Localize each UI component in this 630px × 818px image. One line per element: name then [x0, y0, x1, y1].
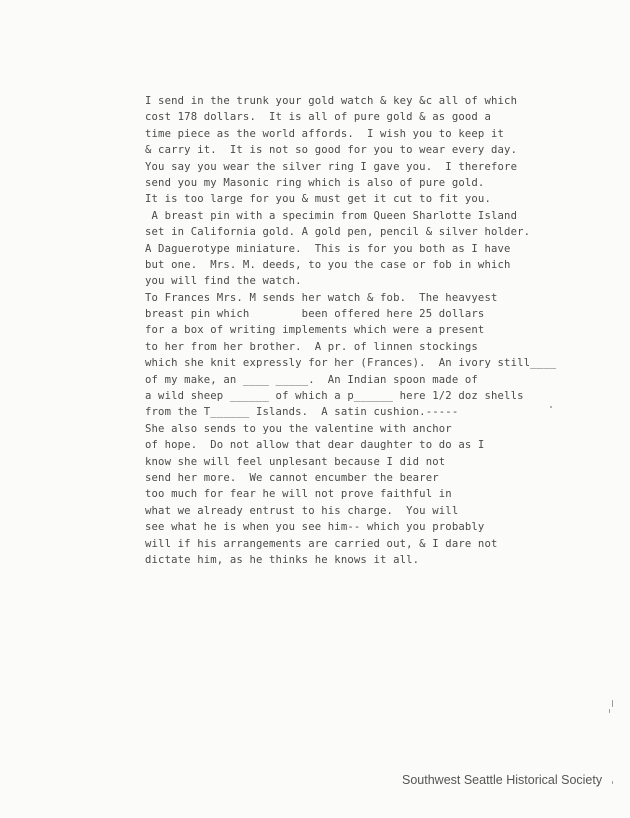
- letter-line: a wild sheep ______ of which a p______ here 1/2 doz shells: [145, 390, 524, 403]
- letter-line: for a box of writing implements which were a present: [145, 324, 485, 337]
- letter-line: You say you wear the silver ring I gave you. I therefore: [145, 160, 518, 173]
- letter-line: which she knit expressly for her (Frances). An ivory still____: [145, 357, 557, 370]
- letter-body: [145, 93, 585, 568]
- letter-line: will if his arrangements are carried out, & I dare not: [145, 537, 498, 550]
- paper-speck: [612, 700, 613, 707]
- paper-speck: [612, 781, 613, 784]
- letter-line: of hope. Do not allow that dear daughter to do as I: [145, 439, 485, 452]
- society-credit: Southwest Seattle Historical Society: [402, 773, 603, 787]
- letter-line: from the T______ Islands. A satin cushion.-----: [145, 406, 459, 419]
- letter-line: to her from her brother. A pr. of linnen stockings: [145, 340, 478, 353]
- paper-speck: [550, 406, 552, 408]
- letter-line: time piece as the world affords. I wish you to keep it: [145, 127, 505, 140]
- letter-line: you will find the watch.: [145, 275, 302, 288]
- letter-line: A breast pin with a specimin from Queen Sharlotte Island: [145, 209, 518, 222]
- letter-line: She also sends to you the valentine with anchor: [145, 422, 452, 435]
- letter-line: but one. Mrs. M. deeds, to you the case or fob in which: [145, 258, 511, 271]
- letter-line: see what he is when you see him-- which you probably: [145, 521, 485, 534]
- letter-line: breast pin which been offered here 25 dollars: [145, 308, 485, 321]
- letter-line: dictate him, as he thinks he knows it all.: [145, 553, 420, 566]
- letter-line: It is too large for you & must get it cut to fit you.: [145, 193, 491, 206]
- paper-speck: [609, 709, 610, 713]
- letter-line: send her more. We cannot encumber the bearer: [145, 471, 439, 484]
- letter-line: I send in the trunk your gold watch & key &c all of which: [145, 95, 518, 107]
- letter-line: cost 178 dollars. It is all of pure gold & as good a: [145, 111, 491, 124]
- letter-line: set in California gold. A gold pen, pencil & silver holder.: [145, 226, 531, 239]
- letter-line: of my make, an ____ _____. An Indian spoon made of: [145, 373, 478, 386]
- letter-line: know she will feel unplesant because I did not: [145, 455, 446, 468]
- letter-line: send you my Masonic ring which is also of pure gold.: [145, 176, 485, 189]
- letter-line: & carry it. It is not so good for you to wear every day.: [145, 144, 518, 157]
- letter-line: too much for fear he will not prove faithful in: [145, 488, 452, 501]
- letter-line: what we already entrust to his charge. You will: [145, 504, 459, 517]
- letter-line: A Daguerotype miniature. This is for you both as I have: [145, 242, 511, 255]
- letter-line: To Frances Mrs. M sends her watch & fob. The heavyest: [145, 291, 498, 304]
